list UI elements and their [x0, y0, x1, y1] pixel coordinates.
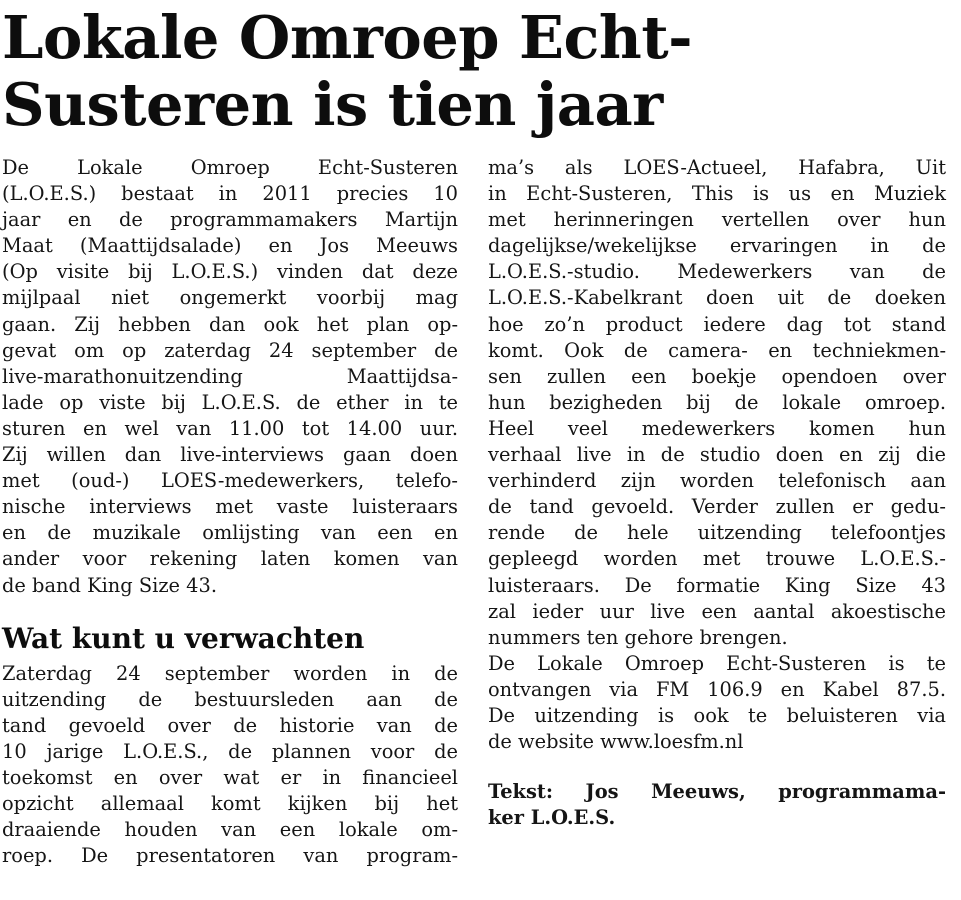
body-line: komt. Ook de camera- en techniekmen-	[488, 338, 946, 362]
body-line: gevat om op zaterdag 24 september de	[2, 338, 458, 362]
body-line: uitzending de bestuursleden aan de	[2, 687, 458, 711]
body-line: De Lokale Omroep Echt-Susteren is te	[488, 651, 946, 675]
body-line: sen zullen een boekje opendoen over	[488, 364, 946, 388]
body-line: nische interviews met vaste luisteraars	[2, 495, 458, 519]
body-line: L.O.E.S.-studio. Medewerkers van de	[488, 260, 946, 284]
body-line: De uitzending is ook te beluisteren via	[488, 703, 946, 727]
body-line: en de muzikale omlijsting van een en	[2, 521, 458, 545]
body-line: de band King Size 43.	[2, 573, 218, 597]
body-line: gepleegd worden met trouwe L.O.E.S.-	[488, 547, 946, 571]
body-line: sturen en wel van 11.00 tot 14.00 uur.	[2, 416, 458, 440]
body-line: tand gevoeld over de historie van de	[2, 713, 458, 737]
body-line: met herinneringen vertellen over hun	[488, 208, 946, 232]
body-line: Heel veel medewerkers komen hun	[488, 416, 946, 440]
article-title	[2, 4, 957, 138]
body-line: live-marathonuitzending Maattijdsa-	[2, 364, 458, 388]
body-line: verhinderd zijn worden telefonisch aan	[488, 469, 946, 493]
body-line: luisteraars. De formatie King Size 43	[488, 573, 946, 597]
body-line: De Lokale Omroep Echt-Susteren	[2, 156, 458, 179]
body-line: ma’s als LOES-Actueel, Hafabra, Uit	[488, 156, 946, 179]
body-line: hun bezigheden bij de lokale omroep.	[488, 390, 946, 414]
body-line: 10 jarige L.O.E.S., de plannen voor de	[2, 739, 458, 763]
body-line: gaan. Zij hebben dan ook het plan op-	[2, 312, 458, 336]
body-line: ander voor rekening laten komen van	[2, 547, 458, 571]
body-line: met (oud-) LOES-medewerkers, telefo-	[2, 469, 458, 493]
paragraph-gap	[488, 755, 946, 779]
right-column	[488, 155, 946, 831]
body-line: draaiende houden van een lokale om-	[2, 818, 458, 842]
body-line: Zaterdag 24 september worden in de	[2, 661, 458, 685]
section-subheading: Wat kunt u verwachten	[2, 621, 365, 655]
body-line: L.O.E.S.-Kabelkrant doen uit de doeken	[488, 286, 946, 310]
title-line: Susteren is tien jaar	[2, 70, 663, 139]
body-line: dagelijkse/wekelijkse ervaringen in de	[488, 234, 946, 258]
body-line: de website www.loesfm.nl	[488, 730, 744, 754]
body-line: hoe zo’n product iedere dag tot stand	[488, 312, 946, 336]
body-line: rende de hele uitzending telefoontjes	[488, 521, 946, 545]
left-column	[2, 155, 458, 869]
title-line: Lokale Omroep Echt-	[2, 3, 693, 72]
body-line: Maat (Maattijdsalade) en Jos Meeuws	[2, 234, 458, 258]
body-line: de tand gevoeld. Verder zullen er gedu-	[488, 495, 946, 519]
byline-line: ker L.O.E.S.	[488, 806, 616, 830]
body-line: nummers ten gehore brengen.	[488, 625, 788, 649]
body-line: jaar en de programmamakers Martijn	[2, 208, 458, 232]
body-line: in Echt-Susteren, This is us en Muziek	[488, 182, 946, 206]
byline-line: Tekst: Jos Meeuws, programmama-	[488, 780, 946, 804]
body-line: mijlpaal niet ongemerkt voorbij mag	[2, 286, 458, 310]
body-line: ontvangen via FM 106.9 en Kabel 87.5.	[488, 677, 946, 701]
body-line: zal ieder uur live een aantal akoestische	[488, 599, 946, 623]
body-line: Zij willen dan live-interviews gaan doen	[2, 443, 458, 467]
body-line: toekomst en over wat er in financieel	[2, 765, 458, 789]
body-line: opzicht allemaal komt kijken bij het	[2, 792, 458, 816]
body-line: roep. De presentatoren van program-	[2, 844, 458, 868]
body-line: lade op viste bij L.O.E.S. de ether in te	[2, 390, 458, 414]
body-line: verhaal live in de studio doen en zij die	[488, 443, 946, 467]
body-line: (L.O.E.S.) bestaat in 2011 precies 10	[2, 182, 458, 206]
body-line: (Op visite bij L.O.E.S.) vinden dat deze	[2, 260, 458, 284]
